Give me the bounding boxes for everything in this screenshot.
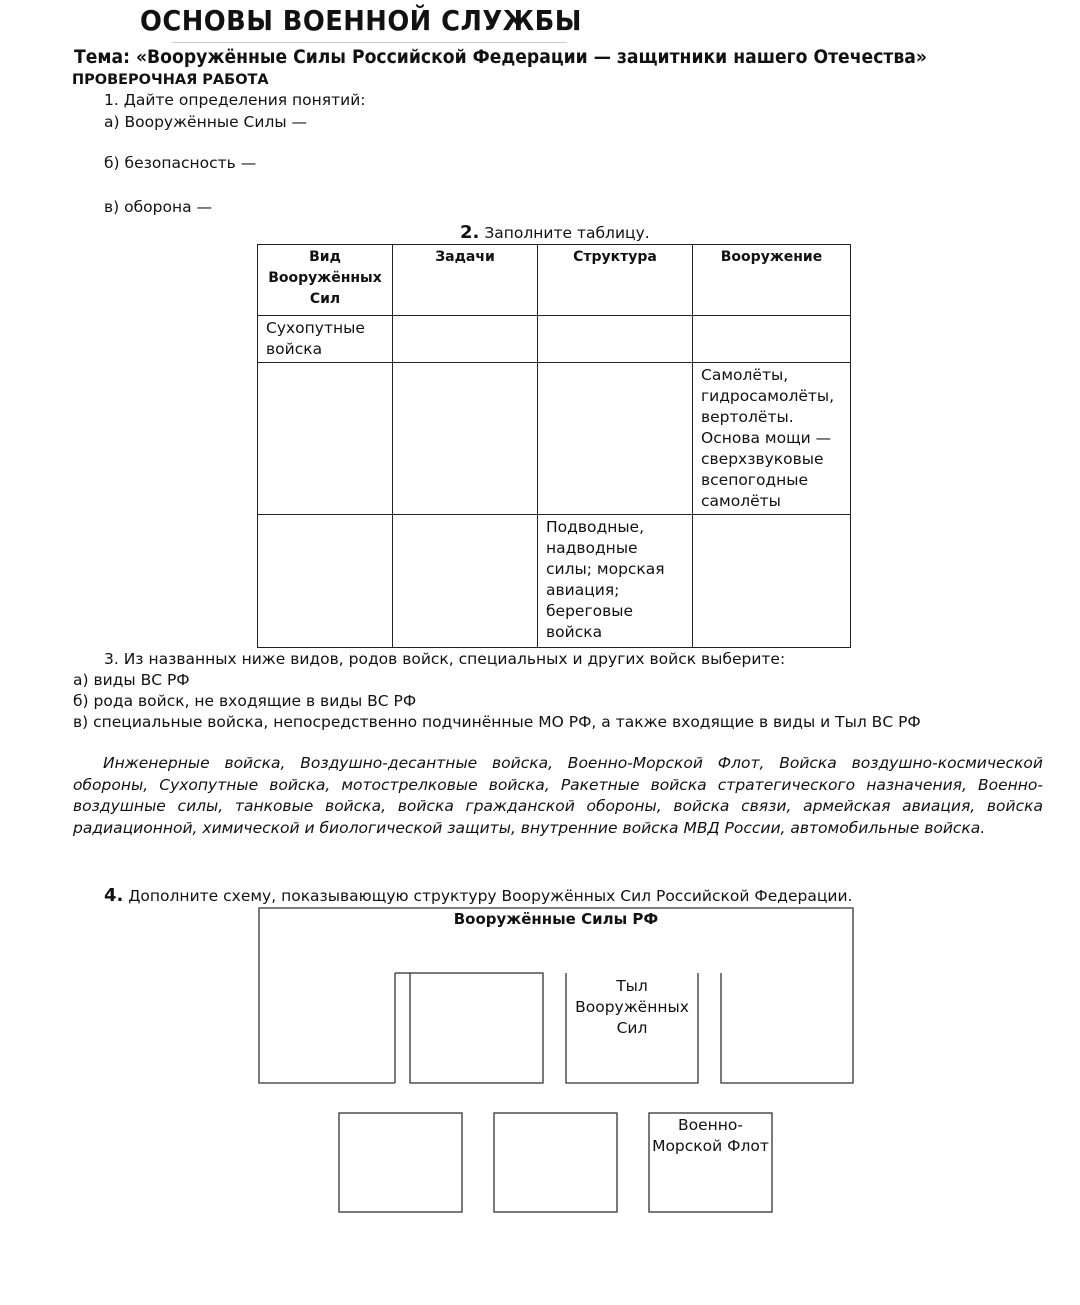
empty-box — [339, 1113, 462, 1212]
q3-title: 3. Из названных ниже видов, родов войск, специальных и других войск выберите: — [104, 650, 786, 668]
root-label: Вооружённые Силы РФ — [453, 910, 659, 928]
q2-num: 2. — [460, 222, 480, 243]
q1-b: б) безопасность — — [104, 154, 257, 172]
navy-label: Военно-Морской Флот — [652, 1116, 769, 1155]
q3-b: б) рода войск, не входящие в виды ВС РФ — [73, 692, 417, 710]
table-cell: Самолёты, гидросамолёты, вертолёты. Основа мощи — сверхзвуковые всепогодные самолёты — [693, 363, 851, 515]
table-cell: Подводные, надводные силы; морская авиация; береговые войска — [538, 515, 693, 648]
root-box — [259, 908, 853, 1083]
q1-title: 1. Дайте определения понятий: — [104, 91, 366, 109]
col-header: Задачи — [393, 245, 538, 316]
q2-text: Заполните таблицу. — [484, 224, 650, 242]
page-title: ОСНОВЫ ВОЕННОЙ СЛУЖБЫ — [140, 4, 582, 37]
rear-label: Тыл Вооружённых Сил — [575, 977, 689, 1037]
q4-text: Дополните схему, показывающую структуру Вооружённых Сил Российской Федерации. — [128, 887, 853, 905]
q4-num: 4. — [104, 885, 124, 906]
empty-box — [494, 1113, 617, 1212]
q1-c: в) оборона — — [104, 198, 213, 216]
col-header: Вооружение — [693, 245, 851, 316]
col-header: Структура — [538, 245, 693, 316]
q3-list: Инженерные войска, Воздушно-десантные войска, Военно-Морской Флот, Войска воздушно-космической обороны, Сухопутные войска, мотострелковые войска, Ракетные войска стратегического назначения, Военно-воздушные силы, танковые войска, войска гражданской обороны, войска связи, армейская авиация, войска радиационной, химической и биологической защиты, внутренние войска МВД России, автомобильные войска. — [73, 754, 1043, 837]
q3-a: а) виды ВС РФ — [73, 671, 190, 689]
empty-box — [410, 973, 543, 1083]
q3-c: в) специальные войска, непосредственно подчинённые МО РФ, а также входящие в виды и Тыл ВС РФ — [73, 713, 921, 731]
q1-a: а) Вооружённые Силы — — [104, 113, 308, 131]
topic: Тема: «Вооружённые Силы Российской Федерации — защитники нашего Отечества» — [74, 47, 927, 68]
col-header: Вид Вооружённых Сил — [258, 245, 393, 316]
table-cell: Сухопутные войска — [258, 316, 393, 363]
subtitle: ПРОВЕРОЧНАЯ РАБОТА — [72, 72, 269, 88]
